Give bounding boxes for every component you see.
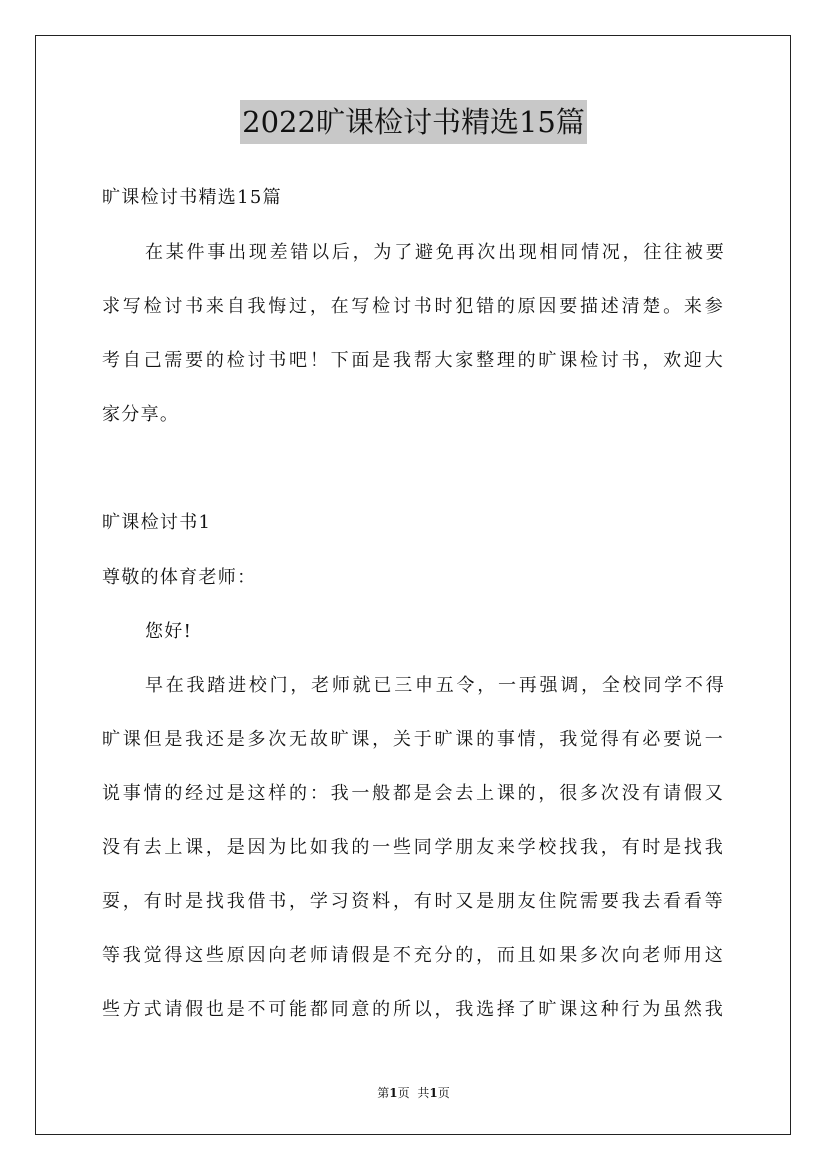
document-title-wrap xyxy=(0,100,827,144)
footer-total-number: 1 xyxy=(429,1086,438,1100)
body-line-5: 耍，有时是找我借书，学习资料，有时又是朋友住院需要我去看看等 xyxy=(102,891,724,912)
section-heading: 旷课检讨书1 xyxy=(102,512,212,533)
intro-line-3: 考自己需要的检讨书吧！下面是我帮大家整理的旷课检讨书，欢迎大 xyxy=(102,350,724,371)
greeting: 您好! xyxy=(145,621,193,642)
document-title: 2022旷课检讨书精选15篇 xyxy=(240,100,587,144)
subtitle: 旷课检讨书精选15篇 xyxy=(102,187,282,208)
intro-line-2: 求写检讨书来自我悔过，在写检讨书时犯错的原因要描述清楚。来参 xyxy=(102,296,724,317)
intro-line-4: 家分享。 xyxy=(102,404,180,425)
footer-total-prefix: 共 xyxy=(417,1086,430,1100)
footer-page-mid: 页 xyxy=(397,1086,410,1100)
body-line-2: 旷课但是我还是多次无故旷课，关于旷课的事情，我觉得有必要说一 xyxy=(102,729,724,750)
body-line-4: 没有去上课，是因为比如我的一些同学朋友来学校找我，有时是找我 xyxy=(102,837,724,858)
salutation: 尊敬的体育老师： xyxy=(102,567,257,588)
body-line-6: 等我觉得这些原因向老师请假是不充分的，而且如果多次向老师用这 xyxy=(102,945,724,966)
page-footer xyxy=(0,1084,827,1101)
body-line-3: 说事情的经过是这样的：我一般都是会去上课的，很多次没有请假又 xyxy=(102,783,724,804)
body-line-1: 早在我踏进校门，老师就已三申五令，一再强调，全校同学不得 xyxy=(145,675,725,696)
footer-page-prefix: 第 xyxy=(377,1086,390,1100)
footer-total-suffix: 页 xyxy=(437,1086,450,1100)
body-line-7: 些方式请假也是不可能都同意的所以，我选择了旷课这种行为虽然我 xyxy=(102,999,724,1020)
footer-page-number: 1 xyxy=(389,1086,398,1100)
intro-line-1: 在某件事出现差错以后，为了避免再次出现相同情况，往往被要 xyxy=(145,242,725,263)
